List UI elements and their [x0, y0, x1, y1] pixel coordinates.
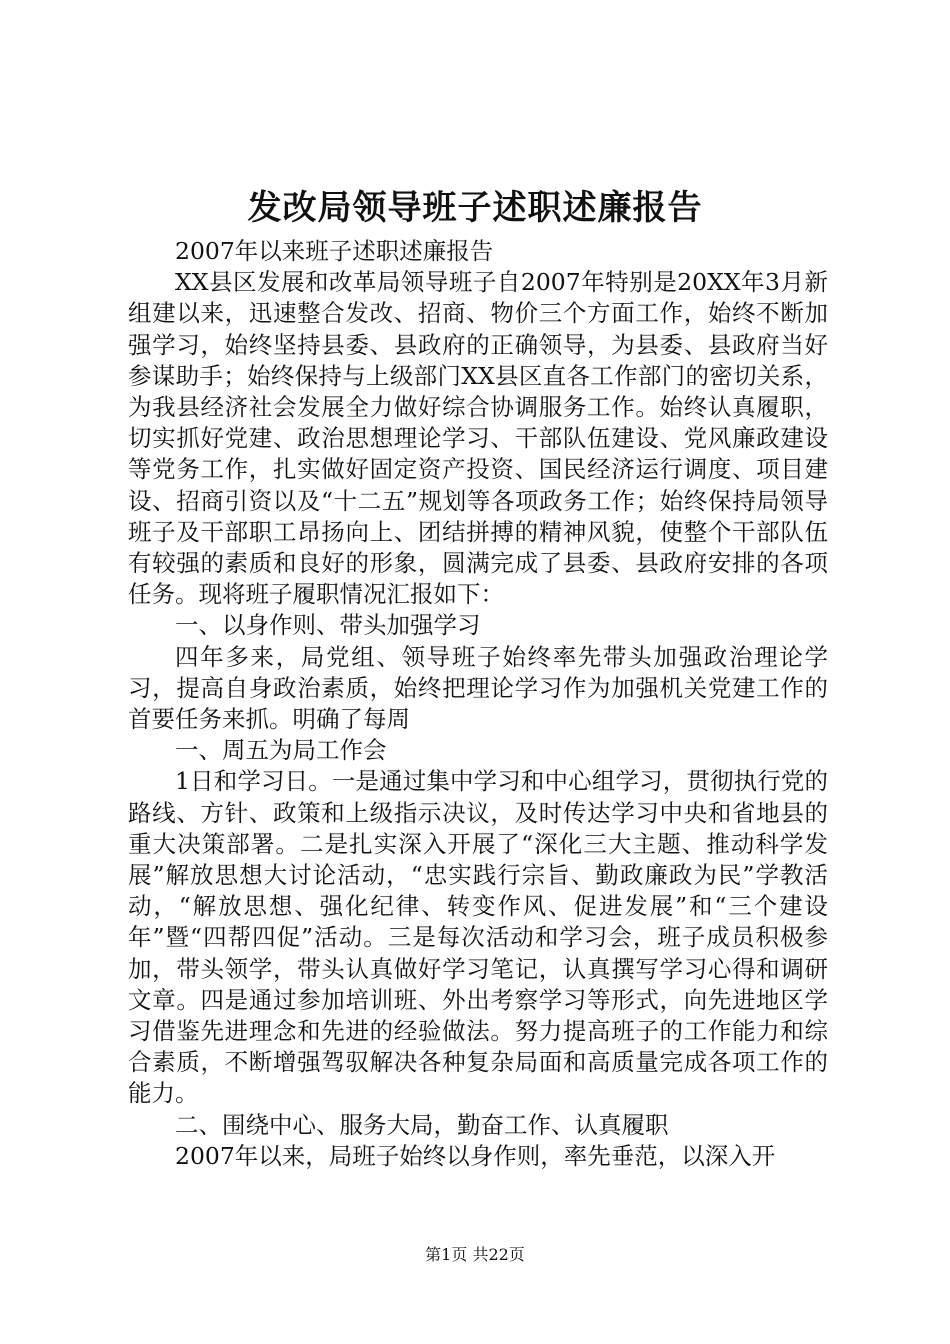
- paragraph-subtitle: 2007年以来班子述职述廉报告: [175, 237, 494, 265]
- document-title: 发改局领导班子述职述廉报告: [247, 188, 703, 228]
- document-body: [128, 236, 828, 1172]
- paragraph: 一、周五为局工作会: [175, 736, 387, 765]
- paragraph-intro: XX县区发展和改革局领导班子自2007年特别是20XX年3月新组建以来，迅速整合发改、招商、物价三个方面工作，始终不断加强学习，始终坚持县委、县政府的正确领导，为县委、县政府当好参谋助手；始终保持与上级部门XX县区直各工作部门的密切关系，为我县经济社会发展全力做好综合协调服务工作。始终认真履职，切实抓好党建、政治思想理论学习、干部队伍建设、党风廉政建设等党务工作，扎实做好固定资产投资、国民经济运行调度、项目建设、招商引资以及“十二五”规划等各项政务工作；始终保持局领导班子及干部职工昂扬向上、团结拼搏的精神风貌，使整个干部队伍有较强的素质和良好的形象，圆满完成了县委、县政府安排的各项任务。现将班子履职情况汇报如下：: [128, 268, 828, 609]
- paragraph: 1日和学习日。一是通过集中学习和中心组学习，贯彻执行党的路线、方针、政策和上级指示决议，及时传达学习中央和省地县的重大决策部署。二是扎实深入开展了“深化三大主题、推动科学发展”解放思想大讨论活动，“忠实践行宗旨、勤政廉政为民”学教活动，“解放思想、强化纪律、转变作风、促进发展”和“三个建设年”暨“四帮四促”活动。三是每次活动和学习会，班子成员积极参加，带头领学，带头认真做好学习笔记，认真撰写学习心得和调研文章。四是通过参加培训班、外出考察学习等形式，向先进地区学习借鉴先进理念和先进的经验做法。努力提高班子的工作能力和综合素质，不断增强驾驭解决各种复杂局面和高质量完成各项工作的能力。: [128, 767, 828, 1108]
- section-heading-1: 一、以身作则、带头加强学习: [175, 611, 481, 640]
- paragraph: 2007年以来，局班子始终以身作则，率先垂范，以深入开: [175, 1141, 776, 1170]
- paragraph: 四年多来，局党组、领导班子始终率先带头加强政治理论学习，提高自身政治素质，始终把理论学习作为加强机关党建工作的首要任务来抓。明确了每周: [128, 642, 828, 734]
- page-footer: 第1页 共22页: [425, 1245, 525, 1264]
- section-heading-2: 二、围绕中心、服务大局，勤奋工作、认真履职: [175, 1110, 669, 1139]
